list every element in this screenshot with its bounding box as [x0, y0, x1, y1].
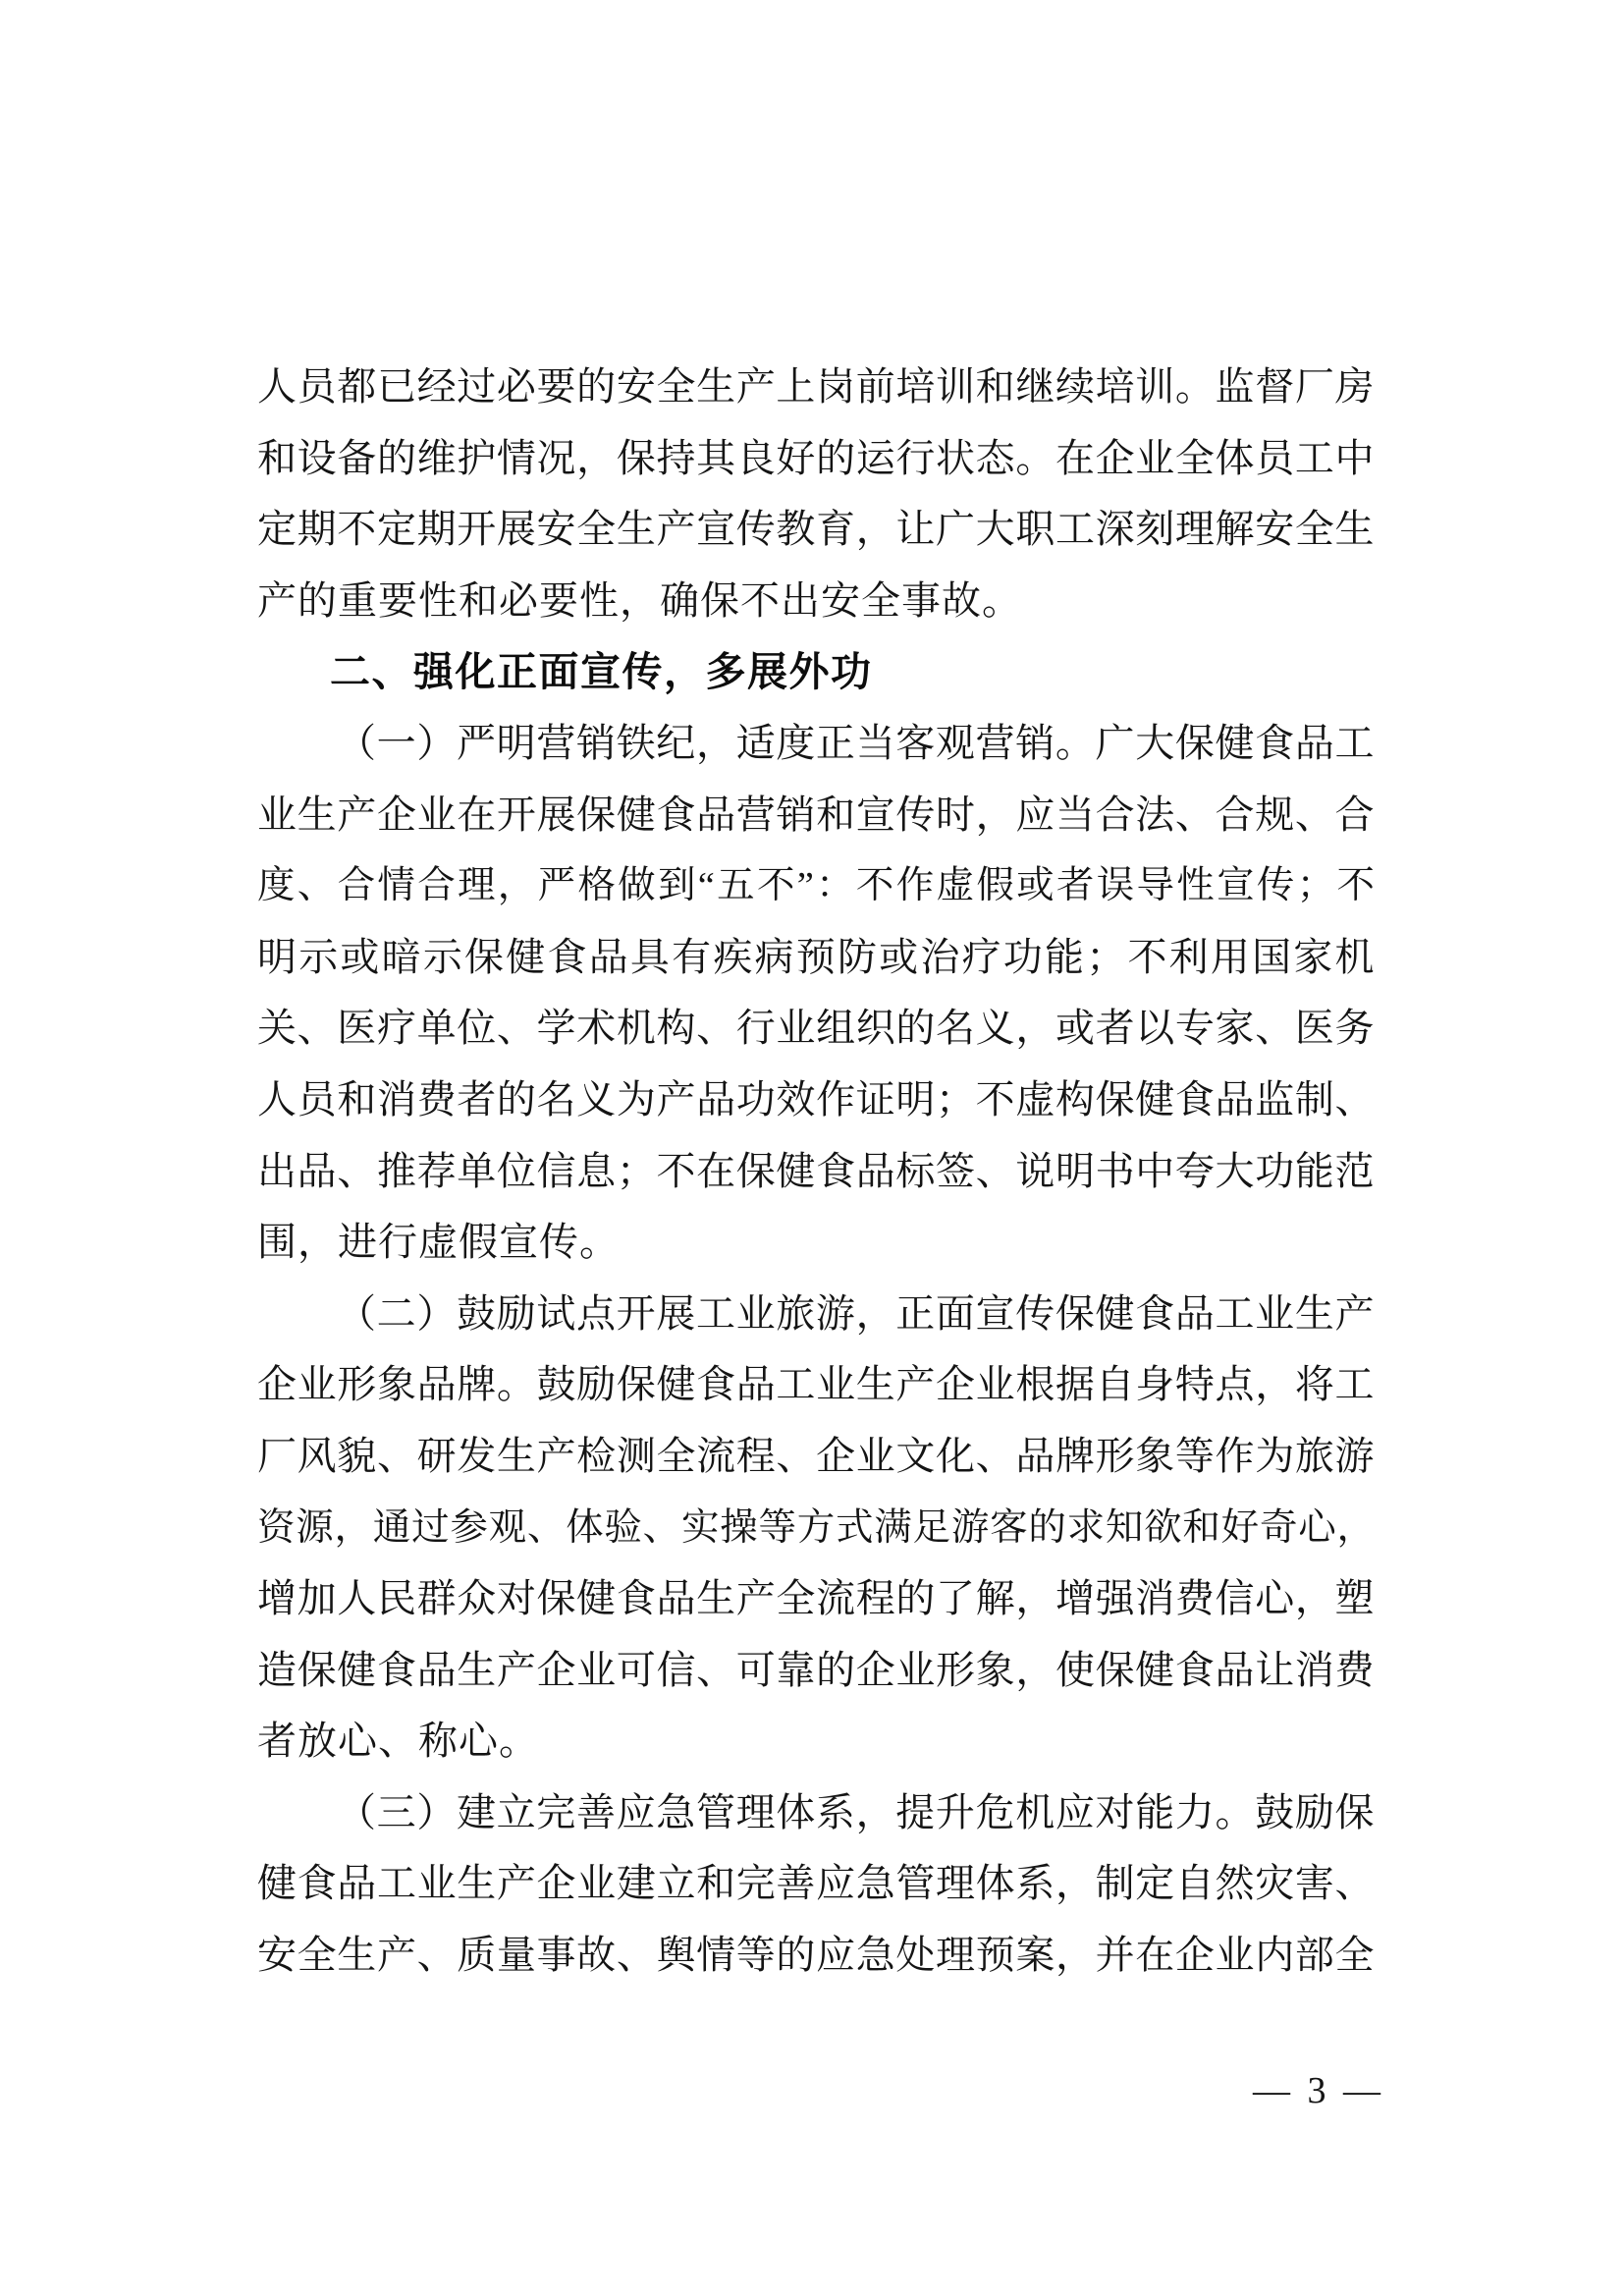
document-text-block	[257, 352, 1375, 1992]
text-line: 度、合情合理，严格做到“五不”：不作虚假或者误导性宣传；不	[257, 865, 1375, 907]
text-line: 企业形象品牌。鼓励保健食品工业生产企业根据自身特点，将工	[257, 1362, 1375, 1407]
text-line: 增加人民群众对保健食品生产全流程的了解，增强消费信心，塑	[257, 1576, 1375, 1621]
text-line: 关、医疗单位、学术机构、行业组织的名义，或者以专家、医务	[257, 1006, 1375, 1051]
text-line: 业生产企业在开展保健食品营销和宣传时，应当合法、合规、合	[257, 792, 1375, 837]
text-line: 者放心、称心。	[257, 1719, 539, 1764]
text-line: 健食品工业生产企业建立和完善应急管理体系，制定自然灾害、	[257, 1861, 1375, 1906]
text-line: 厂风貌、研发生产检测全流程、企业文化、品牌形象等作为旅游	[257, 1433, 1375, 1478]
text-line: 出品、推荐单位信息；不在保健食品标签、说明书中夸大功能范	[257, 1148, 1375, 1193]
text-line: 和设备的维护情况，保持其良好的运行状态。在企业全体员工中	[257, 435, 1375, 480]
page-number: — 3 —	[1253, 2070, 1384, 2111]
text-line: 定期不定期开展安全生产宣传教育，让广大职工深刻理解安全生	[257, 507, 1375, 552]
text-line: 围，进行虚假宣传。	[257, 1220, 620, 1265]
text-line: （一）严明营销铁纪，适度正当客观营销。广大保健食品工	[337, 720, 1375, 765]
text-line: 造保健食品生产企业可信、可靠的企业形象，使保健食品让消费	[257, 1647, 1375, 1692]
text-line: （二）鼓励试点开展工业旅游，正面宣传保健食品工业生产	[337, 1290, 1375, 1336]
text-line: 产的重要性和必要性，确保不出安全事故。	[257, 577, 1022, 623]
text-line: 人员都已经过必要的安全生产上岗前培训和继续培训。监督厂房	[257, 364, 1375, 409]
text-line: 明示或暗示保健食品具有疾病预防或治疗功能；不利用国家机	[257, 934, 1375, 979]
text-line: （三）建立完善应急管理体系，提升危机应对能力。鼓励保	[337, 1789, 1375, 1834]
text-line: 安全生产、质量事故、舆情等的应急处理预案，并在企业内部全	[257, 1933, 1375, 1978]
text-line: 人员和消费者的名义为产品功效作证明；不虚构保健食品监制、	[257, 1076, 1375, 1121]
text-line: 资源，通过参观、体验、实操等方式满足游客的求知欲和好奇心，	[257, 1506, 1375, 1549]
section-heading: 二、强化正面宣传，多展外功	[330, 649, 873, 695]
